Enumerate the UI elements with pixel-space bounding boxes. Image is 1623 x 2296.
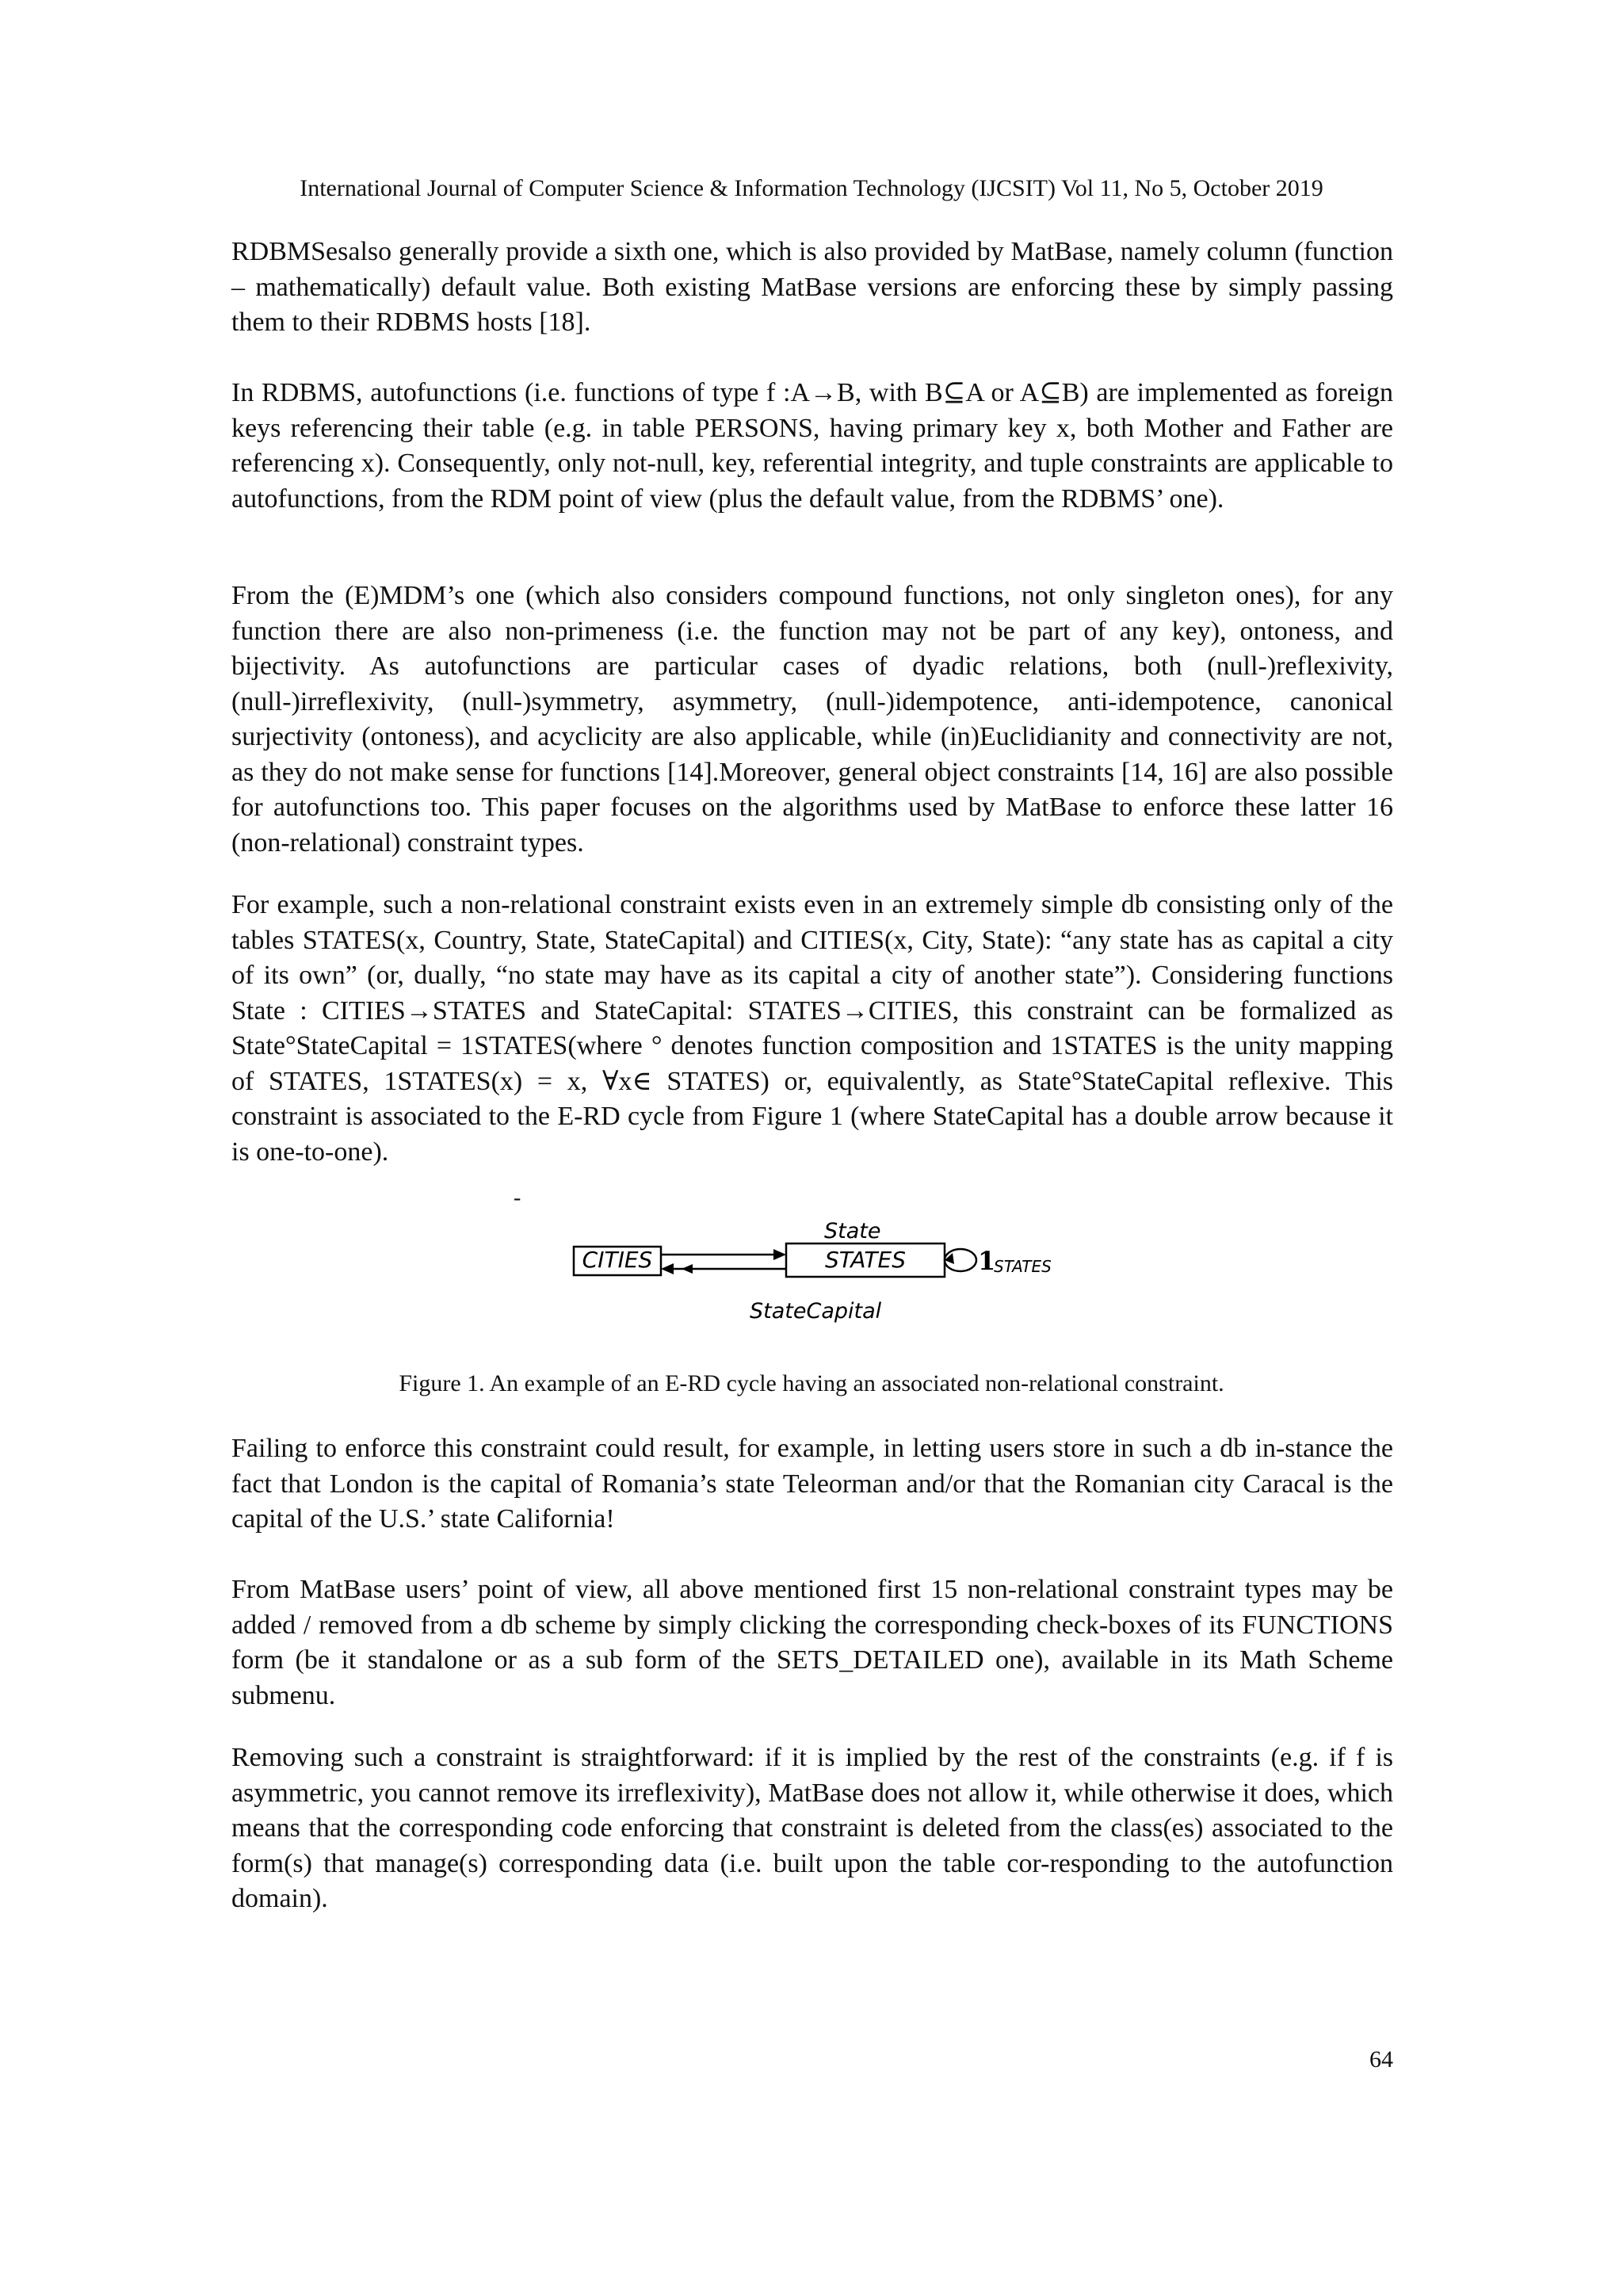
paragraph-7: Removing such a constraint is straightforward: if it is implied by the rest of the constraints (e.g. if f is asymmetric, you cannot remove its irreflexivity), MatBase does not allow it, while otherwise it does, which means that the corresponding code enforcing that constraint is deleted from the class(es) associated to the form(s) that manage(s) corresponding data (i.e. built upon the table cor-responding to the autofunction domain). xyxy=(231,1743,1393,1913)
statecapital-arrow-head-2 xyxy=(682,1264,693,1274)
figure-caption: Figure 1. An example of an E-RD cycle having an associated non-relational constraint. xyxy=(399,1370,1224,1396)
statecapital-function-label: StateCapital xyxy=(750,1299,882,1324)
paragraph-1: RDBMSesalso generally provide a sixth one, which is also provided by MatBase, namely column (function – mathematically) default value. Both existing MatBase versions are enforcing these by simply passing them to their RDBMS hosts [18]. xyxy=(231,237,1393,337)
statecapital-arrow-head xyxy=(661,1263,674,1274)
page-number: 64 xyxy=(1369,2046,1393,2073)
unity-label: 1 xyxy=(978,1246,996,1276)
paragraph-2: In RDBMS, autofunctions (i.e. functions of type f :A→B, with B⊆A or A⊆B) are implemented as foreign keys referencing their table (e.g. in table PERSONS, having primary key x, both Mother and Father are referencing x). Consequently, only not-null, key, referential integrity, and tuple constraints are applicable to autofunctions, from the RDM point of view (plus the default value, from the RDBMS’ one). xyxy=(231,378,1393,514)
states-label: STATES xyxy=(825,1247,906,1273)
paragraph-6: From MatBase users’ point of view, all above mentioned first 15 non-relational constraint types may be added / removed from a db scheme by simply clicking the corresponding check-boxes of its FUNCTIONS form (be it standalone or as a sub form of the SETS_DETAILED one), available in its Math Scheme submenu. xyxy=(231,1575,1393,1710)
cities-label: CITIES xyxy=(582,1247,653,1273)
state-function-label: State xyxy=(824,1219,881,1244)
journal-header: International Journal of Computer Science & Information Technology (IJCSIT) Vol 11, No 5, October 2019 xyxy=(300,175,1323,201)
figure-1-diagram xyxy=(571,1217,1078,1335)
paragraph-4: For example, such a non-relational constraint exists even in an extremely simple db consisting only of the tables STATES(x, Country, State, StateCapital) and CITIES(x, City, State): “any state has as capital a city of its own” (or, dually, “no state may have as its capital a city of another state”). Considering functions State : CITIES→STATES and StateCapital: STATES→CITIES, this constraint can be formalized as State°StateCapital = 1STATES(where ° denotes function composition and 1STATES is the unity mapping of STATES, 1STATES(x) = x, ∀x∈ STATES) or, equivalently, as State°StateCapital reflexive. This constraint is associated to the E-RD cycle from Figure 1 (where StateCapital has a double arrow because it is one-to-one). xyxy=(231,890,1393,1167)
stray-mark: - xyxy=(514,1186,521,1210)
paragraph-3: From the (E)MDM’s one (which also considers compound functions, not only singleton ones), for any function there are also non-primeness (i.e. the function may not be part of any key), ontoness, and bijectivity. As autofunctions are particular cases of dyadic relations, both (null-)reflexivity, (null-)irreflexivity, (null-)symmetry, asymmetry, (null-)idempotence, anti-idempotence, canonical surjectivity (ontoness), and acyclicity are also applicable, while (in)Euclidianity and connectivity are not, as they do not make sense for functions [14].Moreover, general object constraints [14, 16] are also possible for autofunctions too. This paper focuses on the algorithms used by MatBase to enforce these latter 16 (non-relational) constraint types. xyxy=(231,581,1393,858)
unity-subscript: STATES xyxy=(994,1257,1052,1276)
state-arrow-head xyxy=(773,1249,786,1260)
paragraph-5: Failing to enforce this constraint could result, for example, in letting users store in such a db in-stance the fact that London is the capital of Romania’s state Teleorman and/or that the Romanian city Caracal is the capital of the U.S.’ state California! xyxy=(231,1434,1393,1534)
